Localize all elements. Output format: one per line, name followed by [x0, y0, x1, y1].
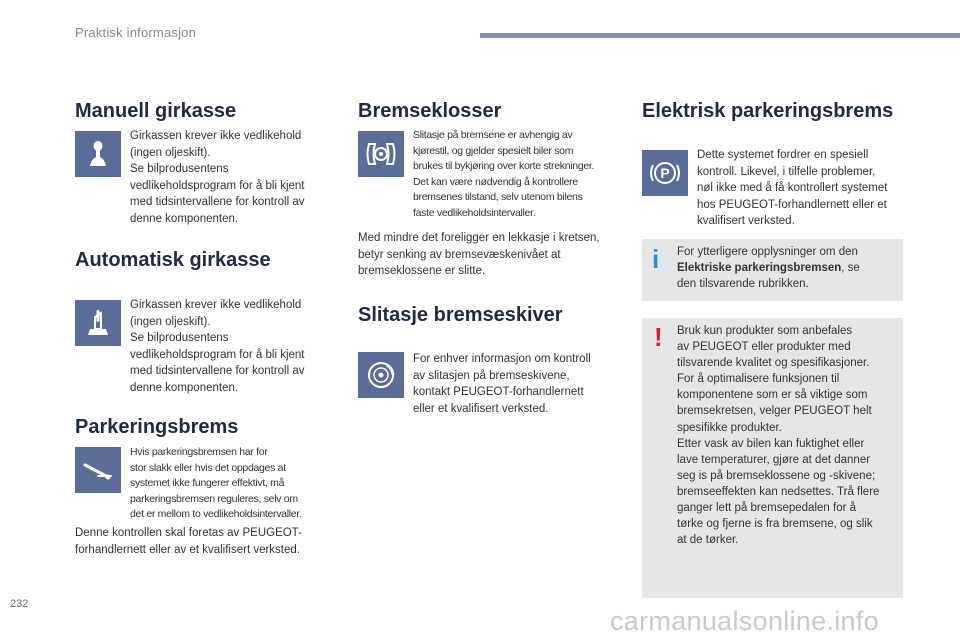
heading-electric-parking-brake: Elektrisk parkeringsbrems — [642, 100, 894, 122]
heading-parking-brake: Parkeringsbrems — [75, 416, 239, 438]
heading-automatic-gearbox: Automatisk girkasse — [75, 249, 271, 271]
header-bar — [480, 33, 960, 38]
warning-note-text: Bruk kun produkter som anbefales av PEUGEOT eller produkter med tilsvarende kvalitet og spesifikasjoner. For å optimalisere funksjonen til komponentene som er så viktige som bremsekretsen, velger PEUGEOT helt spesifikke produkter. Etter vask av bilen kan fuktighet eller lave temperaturer, gjøre at det danner seg is på bremseklossene og -skivene; bremseeffekten kan nedsettes. Trå flere ganger lett på bremsepedalen for å tørke og fjerne is fra bremsene, og slik at de tørker. — [677, 325, 880, 547]
brake-pads-icon — [358, 131, 404, 177]
svg-text:P: P — [660, 165, 670, 181]
info-note-text: For ytterligere opplysninger om den Elektriske parkeringsbremsen, se den tilsvarende rubrikken. — [677, 246, 860, 290]
brake-disc-icon — [358, 352, 404, 398]
text-brake-pads: Slitasje på bremsene er avhengig av kjørestil, og gjelder spesielt biler som brukes til bykjøring over korte strekninger. Det kan være nødvendig å kontrollere bremsenes tilstand, selv utenom bilens faste vedlikeholdsintervaller. — [413, 129, 595, 219]
handbrake-lever-icon — [75, 447, 121, 493]
info-note-box — [642, 239, 903, 301]
heading-brake-disc-wear: Slitasje bremseskiver — [358, 304, 563, 326]
text-brake-disc-wear: For enhver informasjon om kontroll av slitasjen på bremseskivene, kontakt PEUGEOT-forhandlernett eller et kvalifisert verksted. — [413, 353, 591, 415]
text-parking-brake-inspection: Denne kontrollen skal foretas av PEUGEOT- forhandlernett eller av et kvalifisert verksted. — [75, 527, 302, 556]
automatic-gear-selector-icon — [75, 300, 121, 346]
heading-manual-gearbox: Manuell girkasse — [75, 100, 237, 122]
page-number: 232 — [10, 598, 29, 610]
info-icon: i — [652, 244, 660, 274]
page-header-title: Praktisk informasjon — [75, 25, 197, 40]
text-manual-gearbox: Girkassen krever ikke vedlikehold (ingen oljeskift). Se bilprodusentens vedlikeholdsprogram for å bli kjent med tidsintervallene for kontroll av denne komponenten. — [130, 130, 305, 225]
text-electric-parking-brake: Dette systemet fordrer en spesiell kontroll. Likevel, i tilfelle problemer, nøl ikke med å få kontrollert systemet hos PEUGEOT-forhandlernett eller et kvalifisert verksted. — [697, 149, 888, 227]
warning-note-box — [642, 318, 903, 598]
text-automatic-gearbox: Girkassen krever ikke vedlikehold (ingen oljeskift). Se bilprodusentens vedlikeholdsprogram for å bli kjent med tidsintervallene for kontroll av denne komponenten. — [130, 299, 305, 394]
heading-brake-pads: Bremseklosser — [358, 100, 502, 122]
electric-parking-brake-icon — [642, 150, 688, 196]
warning-icon: ! — [654, 322, 663, 352]
gear-lever-icon — [75, 131, 121, 177]
text-parking-brake: Hvis parkeringsbremsen har for stor slakk eller hvis det oppdages at systemet ikke fungerer effektivt, må parkeringsbremsen reguleres, selv om det er mellom to vedlikeholdsintervaller. — [130, 446, 302, 520]
text-brake-fluid-level: Med mindre det foreligger en lekkasje i kretsen, betyr senking av bremsevæskenivået at bremseklossene er slitte. — [358, 232, 600, 277]
watermark: carmanualsonline.info — [610, 606, 879, 636]
